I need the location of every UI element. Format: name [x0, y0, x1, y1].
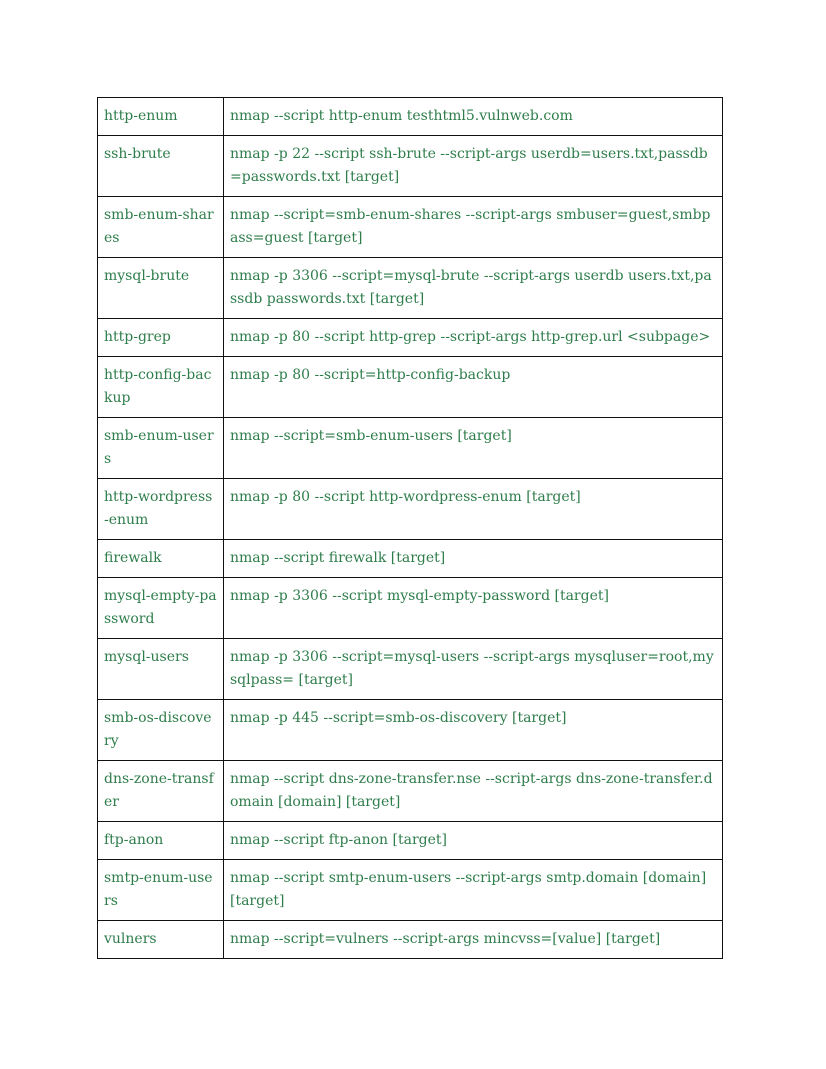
- command-cell: nmap -p 80 --script=http-config-backup: [224, 357, 723, 418]
- command-cell: nmap -p 80 --script http-wordpress-enum [target]: [224, 479, 723, 540]
- command-cell: nmap -p 3306 --script=mysql-brute --script-args userdb users.txt,passdb passwords.txt [target]: [224, 258, 723, 319]
- table-row: [98, 921, 723, 959]
- table-row: [98, 761, 723, 822]
- command-cell: nmap --script firewalk [target]: [224, 540, 723, 578]
- table-row: [98, 136, 723, 197]
- table-row: [98, 822, 723, 860]
- table-row: [98, 700, 723, 761]
- command-cell: nmap --script=smb-enum-users [target]: [224, 418, 723, 479]
- table-row: [98, 578, 723, 639]
- command-cell: nmap -p 3306 --script=mysql-users --script-args mysqluser=root,mysqlpass= [target]: [224, 639, 723, 700]
- table-row: [98, 319, 723, 357]
- table-row: [98, 479, 723, 540]
- script-name-cell: firewalk: [98, 540, 224, 578]
- script-name-cell: http-grep: [98, 319, 224, 357]
- script-name-cell: vulners: [98, 921, 224, 959]
- table-row: [98, 357, 723, 418]
- script-name-cell: http-enum: [98, 98, 224, 136]
- command-cell: nmap --script smtp-enum-users --script-args smtp.domain [domain] [target]: [224, 860, 723, 921]
- command-cell: nmap -p 445 --script=smb-os-discovery [target]: [224, 700, 723, 761]
- nmap-script-table: [97, 97, 723, 959]
- script-name-cell: mysql-empty-password: [98, 578, 224, 639]
- table-row: [98, 258, 723, 319]
- script-name-cell: smtp-enum-users: [98, 860, 224, 921]
- command-cell: nmap --script dns-zone-transfer.nse --script-args dns-zone-transfer.domain [domain] [target]: [224, 761, 723, 822]
- table-row: [98, 639, 723, 700]
- script-name-cell: mysql-users: [98, 639, 224, 700]
- script-name-cell: ftp-anon: [98, 822, 224, 860]
- table-row: [98, 540, 723, 578]
- script-name-cell: http-config-backup: [98, 357, 224, 418]
- command-cell: nmap -p 3306 --script mysql-empty-password [target]: [224, 578, 723, 639]
- script-name-cell: smb-os-discovery: [98, 700, 224, 761]
- script-name-cell: smb-enum-shares: [98, 197, 224, 258]
- script-name-cell: ssh-brute: [98, 136, 224, 197]
- table-row: [98, 860, 723, 921]
- script-name-cell: mysql-brute: [98, 258, 224, 319]
- table-row: [98, 418, 723, 479]
- command-cell: nmap --script=smb-enum-shares --script-args smbuser=guest,smbpass=guest [target]: [224, 197, 723, 258]
- command-cell: nmap --script ftp-anon [target]: [224, 822, 723, 860]
- script-name-cell: http-wordpress-enum: [98, 479, 224, 540]
- script-name-cell: smb-enum-users: [98, 418, 224, 479]
- command-cell: nmap -p 22 --script ssh-brute --script-args userdb=users.txt,passdb=passwords.txt [target]: [224, 136, 723, 197]
- table-row: [98, 98, 723, 136]
- table-row: [98, 197, 723, 258]
- command-cell: nmap --script http-enum testhtml5.vulnweb.com: [224, 98, 723, 136]
- command-cell: nmap -p 80 --script http-grep --script-args http-grep.url <subpage>: [224, 319, 723, 357]
- command-cell: nmap --script=vulners --script-args mincvss=[value] [target]: [224, 921, 723, 959]
- script-name-cell: dns-zone-transfer: [98, 761, 224, 822]
